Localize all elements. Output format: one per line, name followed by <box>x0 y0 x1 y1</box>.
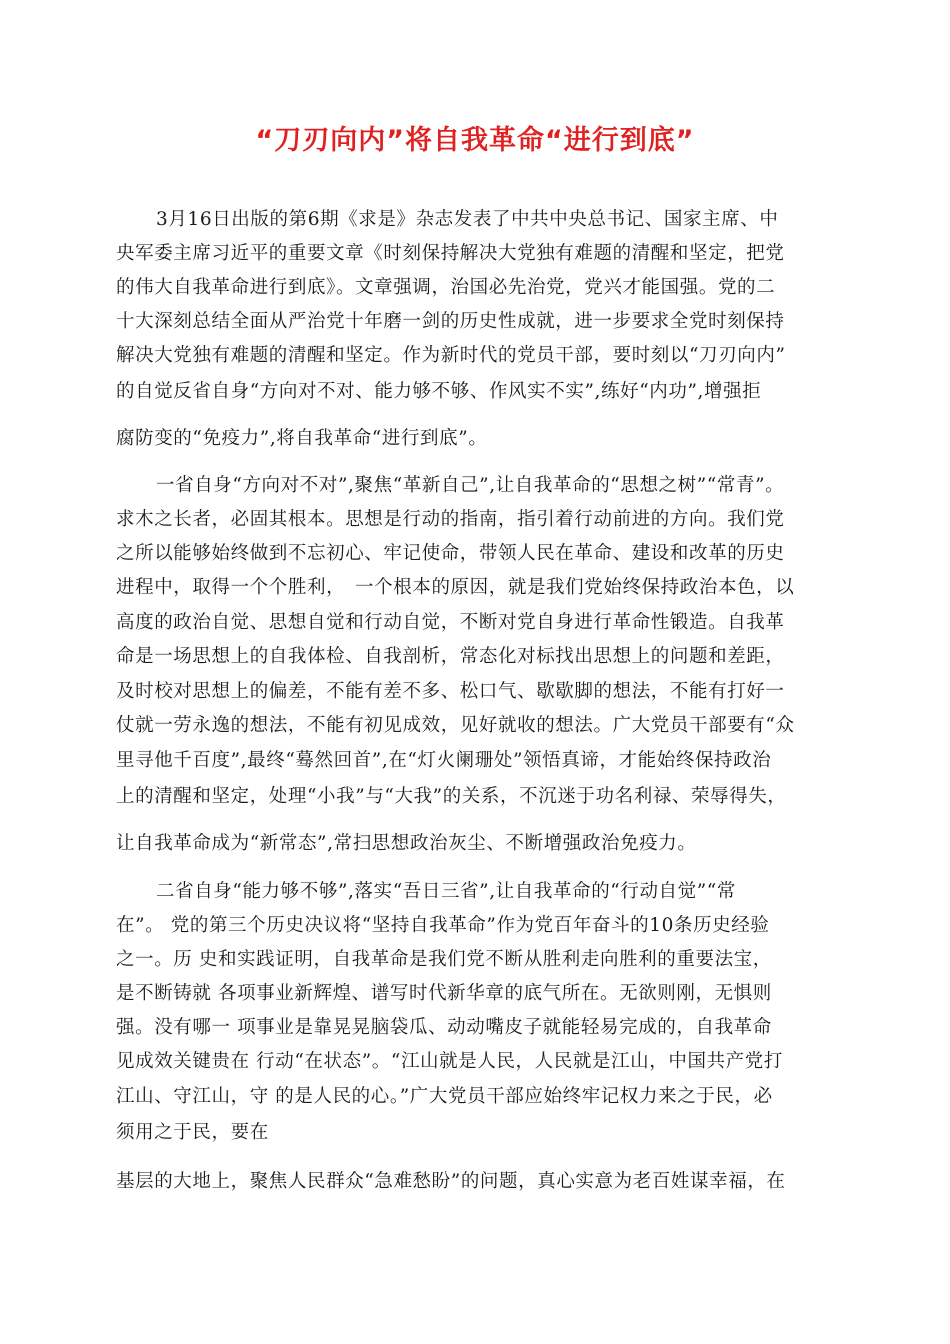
paragraph-line: 一省自身“方向对不对”,聚焦“革新自己”,让自我革命的“思想之树”“常青”。 <box>156 475 785 496</box>
paragraph-line: 在”。 党的第三个历史决议将“坚持自我革命”作为党百年奋斗的10条历史经验 <box>116 915 770 936</box>
paragraph-line: 及时校对思想上的偏差，不能有差不多、松口气、歇歇脚的想法，不能有打好一 <box>116 681 785 702</box>
paragraph-line: 强。没有哪一 项事业是靠晃晃脑袋瓜、动动嘴皮子就能轻易完成的，自我革命 <box>116 1017 772 1038</box>
paragraph-line: 央军委主席习近平的重要文章《时刻保持解决大党独有难题的清醒和坚定，把党 <box>116 243 785 264</box>
paragraph-line: 解决大党独有难题的清醒和坚定。作为新时代的党员干部，要时刻以“刀刃向内” <box>116 345 786 366</box>
paragraph-line: 须用之于民，要在 <box>116 1122 269 1143</box>
paragraph-line: 的伟大自我革命进行到底》。文章强调，治国必先治党，党兴才能国强。党的二 <box>116 277 776 298</box>
paragraph-line: 是不断铸就 各项事业新辉煌、谱写时代新华章的底气所在。无欲则刚，无惧则 <box>116 983 772 1004</box>
paragraph-line: 上的清醒和坚定，处理“小我”与“大我”的关系，不沉迷于功名利禄、荣辱得失， <box>116 786 787 807</box>
paragraph-line: 仗就一劳永逸的想法，不能有初见成效，见好就收的想法。广大党员干部要有“众 <box>116 715 795 736</box>
paragraph-line: 之所以能够始终做到不忘初心、牢记使命，带领人民在革命、建设和改革的历史 <box>116 543 785 564</box>
article-title: “刀刃向内”将自我革命“进行到底” <box>255 125 695 156</box>
paragraph-line: 基层的大地上，聚焦人民群众“急难愁盼”的问题，真心实意为老百姓谋幸福，在 <box>116 1171 786 1192</box>
paragraph-line: 的自觉反省自身“方向对不对、能力够不够、作风实不实”,练好“内功”,增强拒 <box>116 381 762 402</box>
paragraph-line: 十大深刻总结全面从严治党十年磨一剑的历史性成就，进一步要求全党时刻保持 <box>116 311 785 332</box>
paragraph-line: 求木之长者，必固其根本。思想是行动的指南，指引着行动前进的方向。我们党 <box>116 509 785 530</box>
paragraph-line: 3月16日出版的第6期《求是》杂志发表了中共中央总书记、国家主席、中 <box>156 209 779 230</box>
paragraph-line: 腐防变的“免疫力”,将自我革命“进行到底”。 <box>116 428 488 449</box>
paragraph-line: 里寻他千百度”,最终“蓦然回首”,在“灯火阑珊处”领悟真谛，才能始终保持政治 <box>116 750 772 771</box>
paragraph-line: 之一。历 史和实践证明，自我革命是我们党不断从胜利走向胜利的重要法宝， <box>116 949 772 970</box>
paragraph-line: 让自我革命成为“新常态”,常扫思想政治灰尘、不断增强政治免疫力。 <box>116 833 697 854</box>
paragraph-line: 高度的政治自觉、思想自觉和行动自觉，不断对党自身进行革命性锻造。自我革 <box>116 612 785 633</box>
paragraph-line: 见成效关键贵在 行动“在状态”。“江山就是人民，人民就是江山，中国共产党打 <box>116 1051 783 1072</box>
paragraph-line: 命是一场思想上的自我体检、自我剖析，常态化对标找出思想上的问题和差距， <box>116 646 785 667</box>
paragraph-line: 二省自身“能力够不够”,落实“吾日三省”,让自我革命的“行动自觉”“常 <box>156 881 736 902</box>
paragraph-line: 进程中，取得一个个胜利， 一个根本的原因，就是我们党始终保持政治本色，以 <box>116 577 795 598</box>
paragraph-line: 江山、守江山，守 的是人民的心。”广大党员干部应始终牢记权力来之于民，必 <box>116 1086 773 1107</box>
